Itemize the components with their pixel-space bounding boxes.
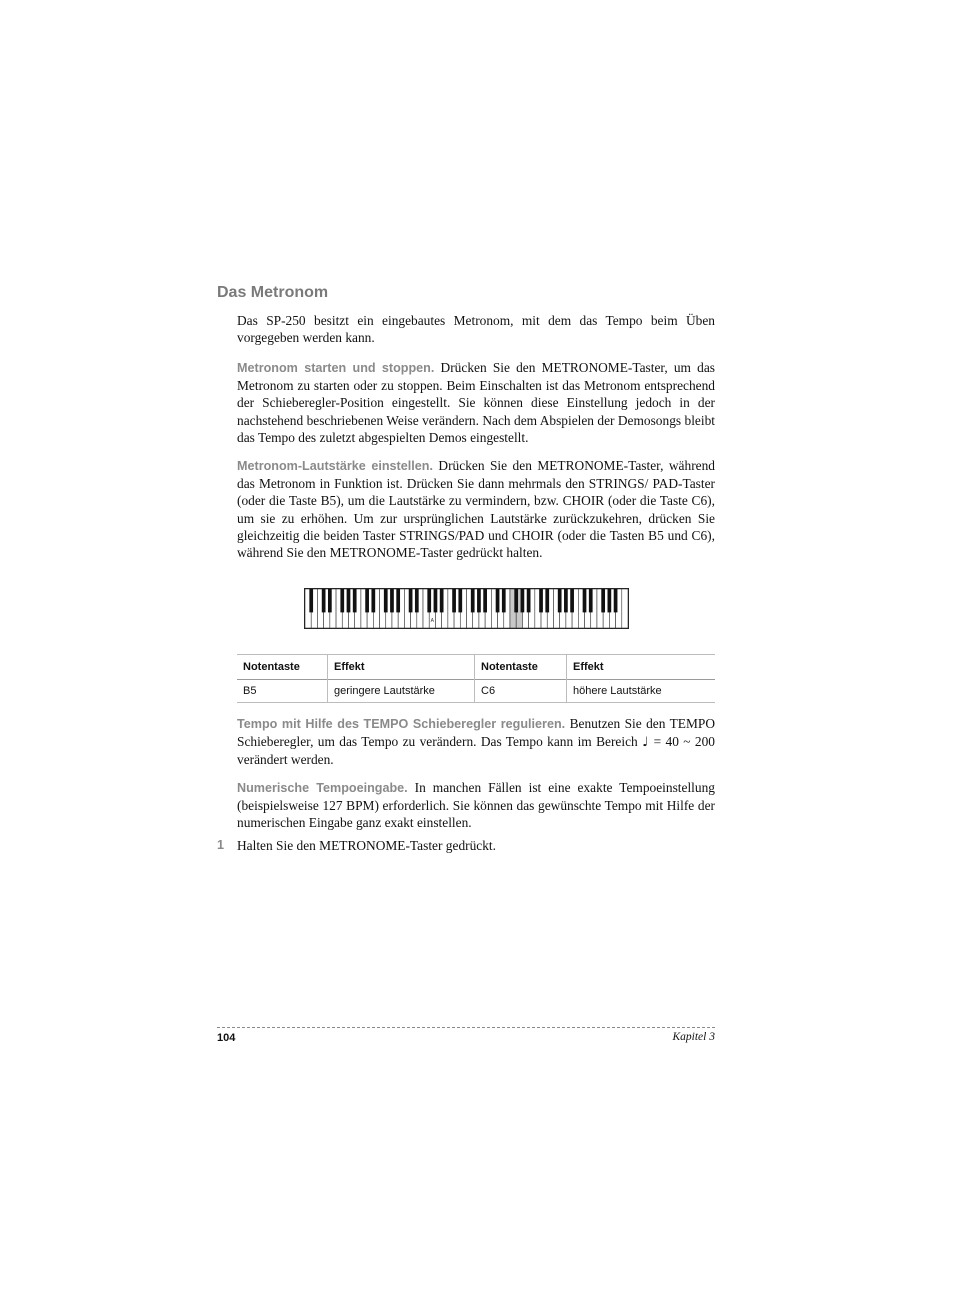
key-marker-label: A	[430, 618, 435, 624]
black-key	[390, 589, 394, 612]
keyboard-diagram	[304, 588, 629, 629]
table-cell: höhere Lautstärke	[567, 680, 716, 703]
paragraph-tempo-slider	[237, 715, 715, 769]
runin-heading: Tempo mit Hilfe des TEMPO Schieberegler regulieren.	[237, 717, 566, 731]
paragraph-numeric-tempo	[237, 779, 715, 832]
black-key	[608, 589, 612, 612]
step-text: Halten Sie den METRONOME-Taster gedrückt.	[237, 838, 496, 853]
black-key	[384, 589, 388, 612]
black-key	[583, 589, 587, 612]
black-key	[365, 589, 369, 612]
chapter-label: Kapitel 3	[672, 1031, 715, 1043]
step-number: 1	[217, 838, 225, 852]
black-key	[558, 589, 562, 612]
paragraph-text: In manchen Fällen ist eine exakte Tempoeinstellung (beispielsweise 127 BPM) erforderlich. Sie können das gewünschte Tempo mit Hilfe der numerischen Eingabe ganz exakt einstellen.	[237, 780, 715, 831]
white-key	[622, 589, 628, 628]
table-header-cell: Notentaste	[475, 655, 567, 680]
black-key	[601, 589, 605, 612]
black-key	[471, 589, 475, 612]
intro-paragraph: Das SP-250 besitzt ein eingebautes Metronom, mit dem das Tempo beim Üben vorgegeben werden kann.	[237, 313, 715, 346]
runin-heading: Metronom starten und stoppen.	[237, 361, 435, 375]
paragraph-text-after: = 40 ~ 200 verändert werden.	[237, 734, 715, 768]
paragraph-text: Drücken Sie den METRONOME-Taster, während das Metronom in Funktion ist. Drücken Sie dann mehrmals den STRINGS/ PAD-Taster (oder die Taste B5), um die Lautstärke zu vermindern, bzw. CHOIR (oder die Taste C6), um sie zu erhöhen. Um zur ursprünglichen Lautstärke zurückzukehren, drücken Sie gleichzeitig die beiden Taster STRINGS/PAD und CHOIR (oder die Tasten B5 und C6), während Sie den METRONOME-Taster gedrückt halten.	[237, 458, 715, 561]
table-header-cell: Effekt	[567, 655, 716, 680]
quarter-note-icon: ♩	[642, 735, 650, 751]
black-key	[496, 589, 500, 612]
table-cell: B5	[243, 685, 257, 697]
paragraph-text: Drücken Sie den METRONOME-Taster, um das Metronom zu starten oder zu stoppen. Beim Einschalten ist das Metronom entsprechend der Schieberegler-Position eingestellt. Sie können diese Einstellung jedoch in der nachstehend beschriebenen Weise verändern. Nach dem Abspielen der Demosongs bleibt das Tempo des zuletzt abgespielten Demos eingestellt.	[237, 360, 715, 445]
runin-heading: Numerische Tempoeingabe.	[237, 781, 408, 795]
black-key	[347, 589, 351, 612]
black-key	[477, 589, 481, 612]
black-key	[415, 589, 419, 612]
black-key	[353, 589, 357, 612]
black-key	[309, 589, 313, 612]
black-key	[328, 589, 332, 612]
black-key	[564, 589, 568, 612]
black-key	[502, 589, 506, 612]
black-key	[396, 589, 400, 612]
paragraph-metronom-start	[237, 359, 715, 446]
black-key	[545, 589, 549, 612]
black-key	[440, 589, 444, 612]
black-key	[570, 589, 574, 612]
black-key	[539, 589, 543, 612]
black-key	[483, 589, 487, 612]
table-row	[237, 680, 715, 703]
black-key	[340, 589, 344, 612]
table-header-cell: Effekt	[328, 655, 475, 680]
black-key	[527, 589, 531, 612]
table-cell: C6	[475, 680, 567, 703]
key-effect-table	[237, 654, 715, 703]
black-key	[452, 589, 456, 612]
black-key	[614, 589, 618, 612]
black-key	[371, 589, 375, 612]
table-header-row	[237, 655, 715, 680]
black-key	[458, 589, 462, 612]
paragraph-text: Benutzen Sie den TEMPO Schieberegler, um das Tempo zu verändern. Das Tempo kann im Bereich	[237, 716, 716, 750]
runin-heading: Metronom-Lautstärke einstellen.	[237, 459, 433, 473]
paragraph-metronom-volume	[237, 457, 715, 561]
black-key	[409, 589, 413, 612]
black-key	[589, 589, 593, 612]
section-title: Das Metronom	[217, 284, 329, 301]
black-key	[521, 589, 525, 612]
black-key	[514, 589, 518, 612]
table-header-cell: Notentaste	[243, 661, 300, 673]
black-key	[427, 589, 431, 612]
page-number: 104	[217, 1032, 236, 1044]
black-key	[434, 589, 438, 612]
black-key	[322, 589, 326, 612]
footer-divider	[217, 1027, 715, 1028]
table-cell: geringere Lautstärke	[328, 680, 475, 703]
